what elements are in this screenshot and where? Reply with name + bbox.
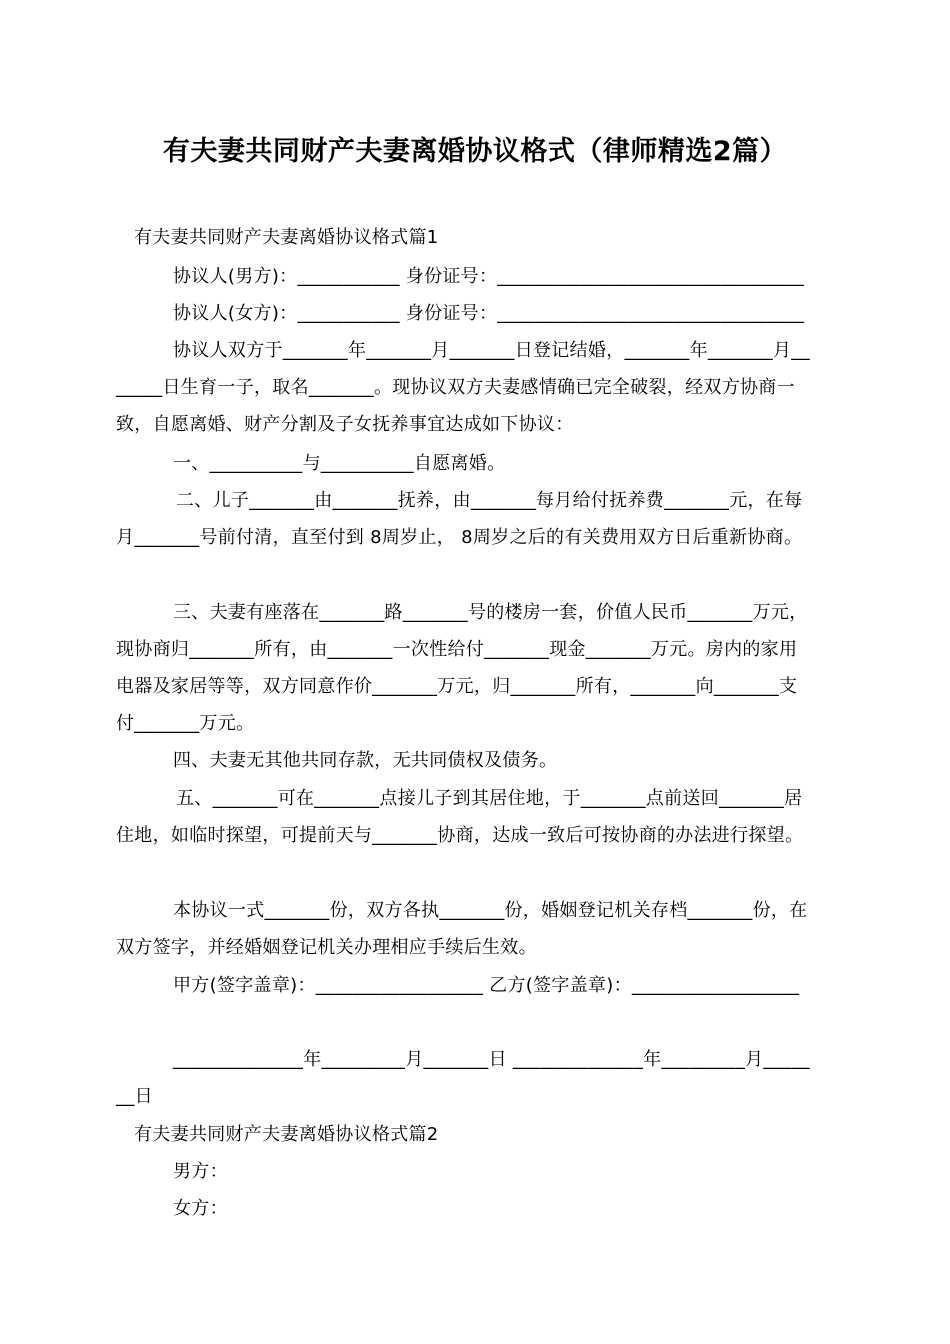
party-male-line: 协议人(男方)：___________ 身份证号：_________________________________ [173, 266, 805, 287]
clause-2-line2: 月_______号前付清，直至付到 8周岁止， 8周岁之后的有关费用双方日后重新协商。 [116, 527, 803, 548]
clause-3-line2: 现协商归_______所有，由_______一次性给付_______现金_______万元。房内的家用 [116, 639, 798, 660]
copies-paragraph-line1: 本协议一式_______份，双方各执_______份，婚姻登记机关存档_______份，在 [173, 900, 808, 921]
clause-3-line4: 付_______万元。 [116, 713, 255, 734]
clause-2-line1: 二、儿子_______由_______抚养，由_______每月给付抚养费_______元，在每 [176, 490, 803, 511]
document-title: 有夫妻共同财产夫妻离婚协议格式（律师精选2篇） [162, 136, 788, 167]
marriage-paragraph-line2: _____日生育一子，取名_______。现协议双方夫妻感情确已完全破裂，经双方协商一 [116, 377, 795, 398]
clause-1: 一、__________与__________自愿离婚。 [173, 453, 506, 474]
marriage-paragraph-line1: 协议人双方于_______年_______月_______日登记结婚，_______年_______月__ [173, 340, 810, 361]
clause-3-line1: 三、夫妻有座落在_______路_______号的楼房一套，价值人民币_______万元， [173, 602, 808, 623]
marriage-paragraph-line3: 致，自愿离婚、财产分割及子女抚养事宜达成如下协议： [116, 414, 574, 435]
section1-heading: 有夫妻共同财产夫妻离婚协议格式篇1 [134, 227, 439, 248]
section2-heading: 有夫妻共同财产夫妻离婚协议格式篇2 [134, 1124, 439, 1145]
male-party-label: 男方： [173, 1161, 228, 1182]
date-line2: __日 [116, 1086, 153, 1107]
copies-paragraph-line2: 双方签字，并经婚姻登记机关办理相应手续后生效。 [116, 937, 537, 958]
signature-line: 甲方(签字盖章)：__________________ 乙方(签字盖章)：__________________ [173, 975, 800, 996]
clause-5-line2: 住地，如临时探望，可提前天与_______协商，达成一致后可按协商的办法进行探望。 [116, 825, 804, 846]
date-line1: ______________年_________月_______日 ______________年_________月_____ [173, 1049, 810, 1070]
clause-3-line3: 电器及家居等等，双方同意作价_______万元，归_______所有，_______向_______支 [116, 676, 798, 697]
clause-4: 四、夫妻无其他共同存款，无共同债权及债务。 [173, 750, 558, 771]
female-party-label: 女方： [173, 1198, 228, 1219]
party-female-line: 协议人(女方)：___________ 身份证号：_________________________________ [173, 303, 805, 324]
clause-5-line1: 五、_______可在_______点接儿子到其居住地，于_______点前送回_______居 [176, 788, 803, 809]
